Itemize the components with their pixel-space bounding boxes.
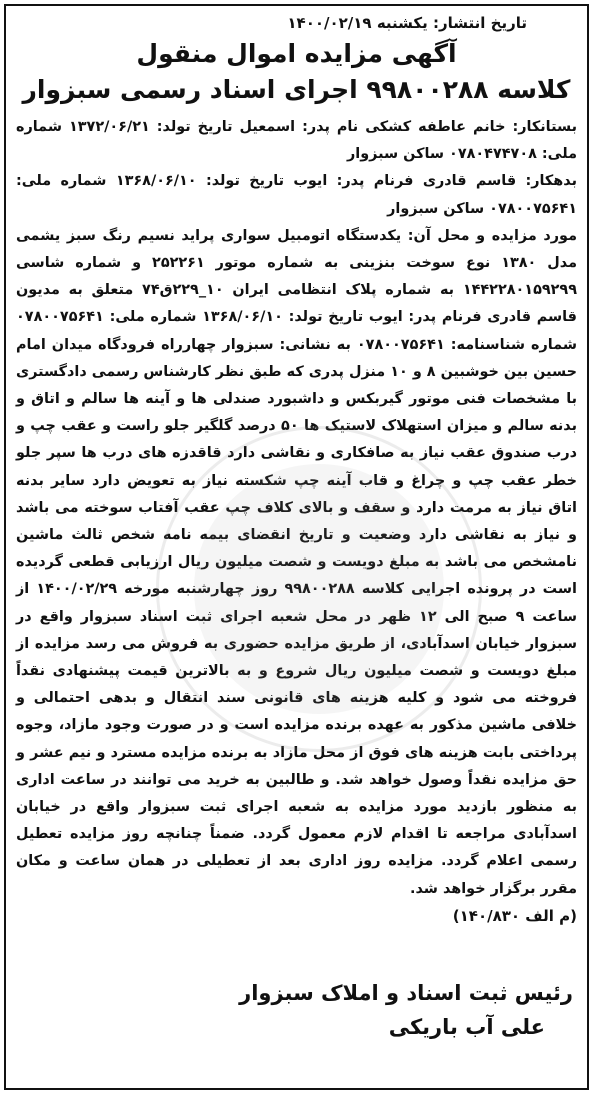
signer-position: رئیس ثبت اسناد و املاک سبزوار [239, 981, 573, 1005]
signature-block [239, 976, 573, 1044]
auction-details: مورد مزایده و محل آن: یکدستگاه اتومبیل سواری پراید نسیم رنگ سبز یشمی مدل ۱۳۸۰ نوع سوخت بنزینی به شماره موتور ۲۵۲۲۶۱ و شماره شاسی ۱۴۴۲۲۸۰۱۵۹۲۹۹ به شماره پلاک انتظامی ایران ۱۰_۲۲۹ق۷۴ متعلق به مدیون قاسم قادری فرنام پدر: ایوب تاریخ تولد: ۱۳۶۸/۰۶/۱۰ شماره ملی: ۰۷۸۰۰۷۵۶۴۱ شماره شناسنامه: ۰۷۸۰۰۷۵۶۴۱ به نشانی: سبزوار چهارراه فرودگاه میدان امام حسین بین خوشبین ۸ و ۱۰ منزل پدری که طبق نظر کارشناس رسمی دادگستری با مشخصات فنی موتور گیربکس و داشبورد صندلی ها و آینه ها سالم و اتاق و بدنه سالم و میزان استهلاک لاستیک ها ۵۰ درصد گلگیر جلو راست و عقب چپ و درب صندوق عقب نیاز به صافکاری و نقاشی دارد قاقدزه های درب ها سپر جلو خطر عقب چپ و چراغ و قاب آینه چپ شکسته نیاز به تعویض دارد سایر بدنه اتاق نیاز به مرمت دارد و سقف و بالای کلاف چپ عقب آفتاب سوخته می باشد و نیاز به نقاشی دارد وضعیت و تاریخ انقضای بیمه نامه شخص ثالث ماشین نامشخص می باشد به مبلغ دویست و شصت میلیون ریال ارزیابی قطعی گردیده است در پرونده اجرایی کلاسه ۹۹۸۰۰۲۸۸ روز چهارشنبه مورخه ۱۴۰۰/۰۲/۲۹ از ساعت ۹ صبح الی ۱۲ ظهر در محل شعبه اجرای ثبت اسناد سبزوار واقع در سبزوار خیابان اسدآبادی، از طریق مزایده حضوری به فروش می رسد مزایده از مبلغ دویست و شصت میلیون ریال شروع و به بالاترین قیمت پیشنهادی نقداً فروخته می شود و کلیه هزینه های قانونی سند انتقال و بدهی احتمالی و خلافی ماشین مذکور به عهده برنده مزایده است و در صورت وجود مازاد، وجوه پرداختی بابت هزینه های فوق از محل مازاد به برنده مزایده مسترد و نیم عشر و حق مزایده نقداً وصول خواهد شد. و طالبین به خرید می توانند در ساعت اداری به منظور بازدید مورد مزایده به شعبه اجرای ثبت سبزوار واقع در خیابان اسدآبادی مراجعه تا اقدام لازم معمول گردد. ضمناً چنانچه روز مزایده تعطیل رسمی اعلام گردد. مزایده روز اداری بعد از تعطیلی در همان ساعت و مکان مقرر برگزار خواهد شد. [16, 227, 578, 897]
notice-frame [4, 4, 589, 1090]
creditor-info: بستانکار: خانم عاطفه کشکی نام پدر: اسمعیل تاریخ تولد: ۱۳۷۲/۰۶/۲۱ شماره ملی: ۰۷۸۰۴۷۴۷۰۸ ساکن سبزوار [16, 119, 577, 163]
notice-subtitle: کلاسه ۹۹۸۰۰۲۸۸ اجرای اسناد رسمی سبزوار [22, 75, 571, 104]
reference-number: (م الف ۱۴۰/۸۳۰) [452, 906, 577, 925]
signer-name: علی آب باریکی [388, 1015, 545, 1039]
debtor-info: بدهکار: قاسم قادری فرنام پدر: ایوب تاریخ تولد: ۱۳۶۸/۰۶/۱۰ شماره ملی: ۰۷۸۰۰۷۵۶۴۱ ساکن سبزوار [16, 173, 577, 217]
notice-title: آگهی مزایده اموال منقول [136, 39, 457, 68]
publish-date: تاریخ انتشار: یکشنبه ۱۴۰۰/۰۲/۱۹ [287, 14, 527, 32]
